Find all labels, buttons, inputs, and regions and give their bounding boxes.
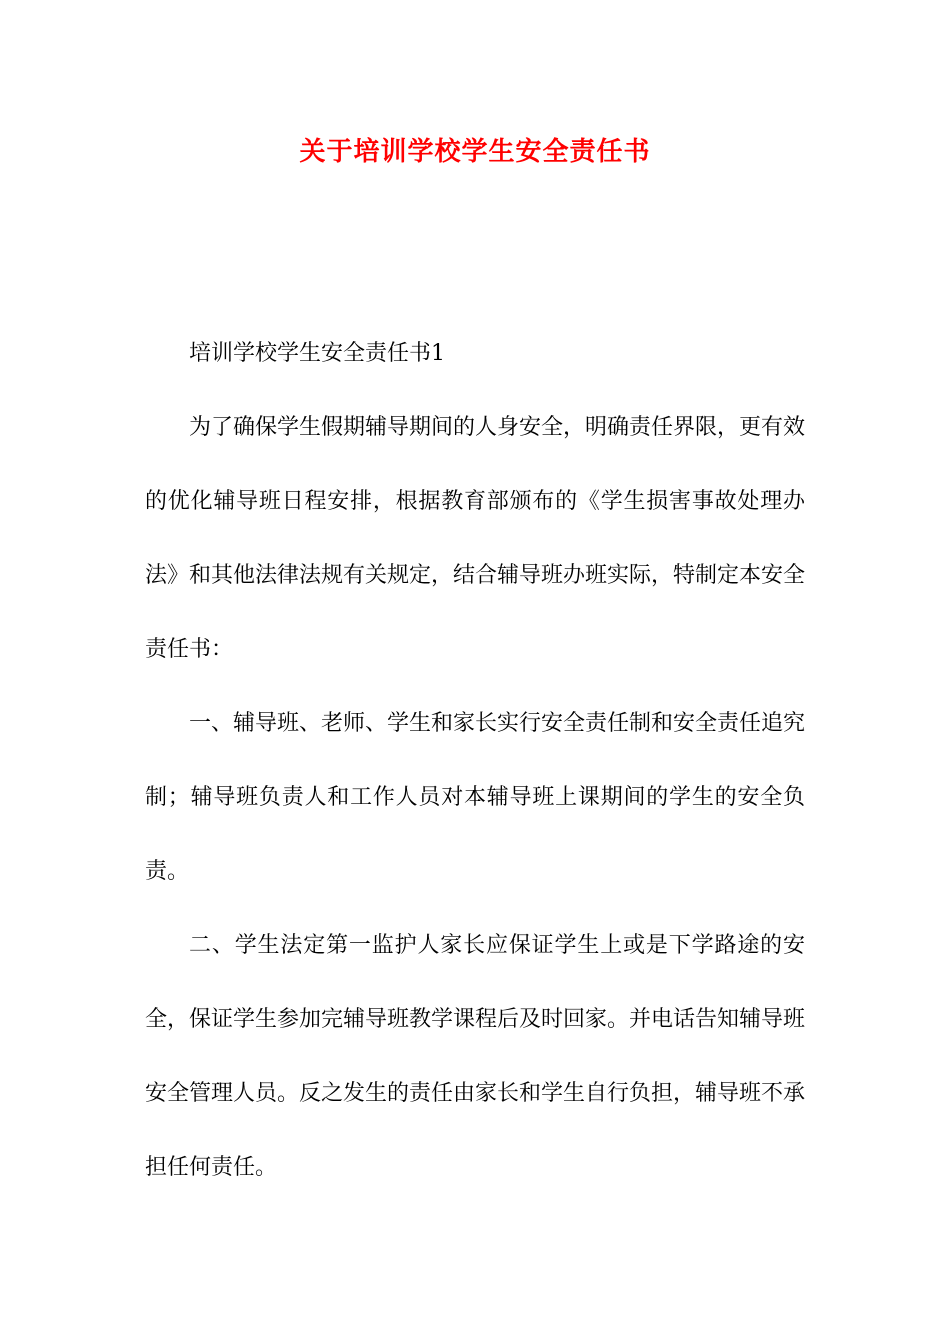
section-heading: 培训学校学生安全责任书1 [189, 341, 445, 366]
document-body [145, 317, 805, 1205]
paragraph-clause-2: 二、学生法定第一监护人家长应保证学生上或是下学路途的安全，保证学生参加完辅导班教学课程后及时回家。并电话告知辅导班安全管理人员。反之发生的责任由家长和学生自行负担，辅导班不承担任何责任。 [145, 933, 806, 1180]
document-title: 关于培训学校学生安全责任书 [299, 137, 651, 167]
paragraph-clause-1: 一、辅导班、老师、学生和家长实行安全责任制和安全责任追究制；辅导班负责人和工作人员对本辅导班上课期间的学生的安全负责。 [145, 711, 806, 884]
paragraph-intro: 为了确保学生假期辅导期间的人身安全，明确责任界限，更有效的优化辅导班日程安排，根据教育部颁布的《学生损害事故处理办法》和其他法律法规有关规定，结合辅导班办班实际，特制定本安全责任书： [145, 415, 806, 662]
